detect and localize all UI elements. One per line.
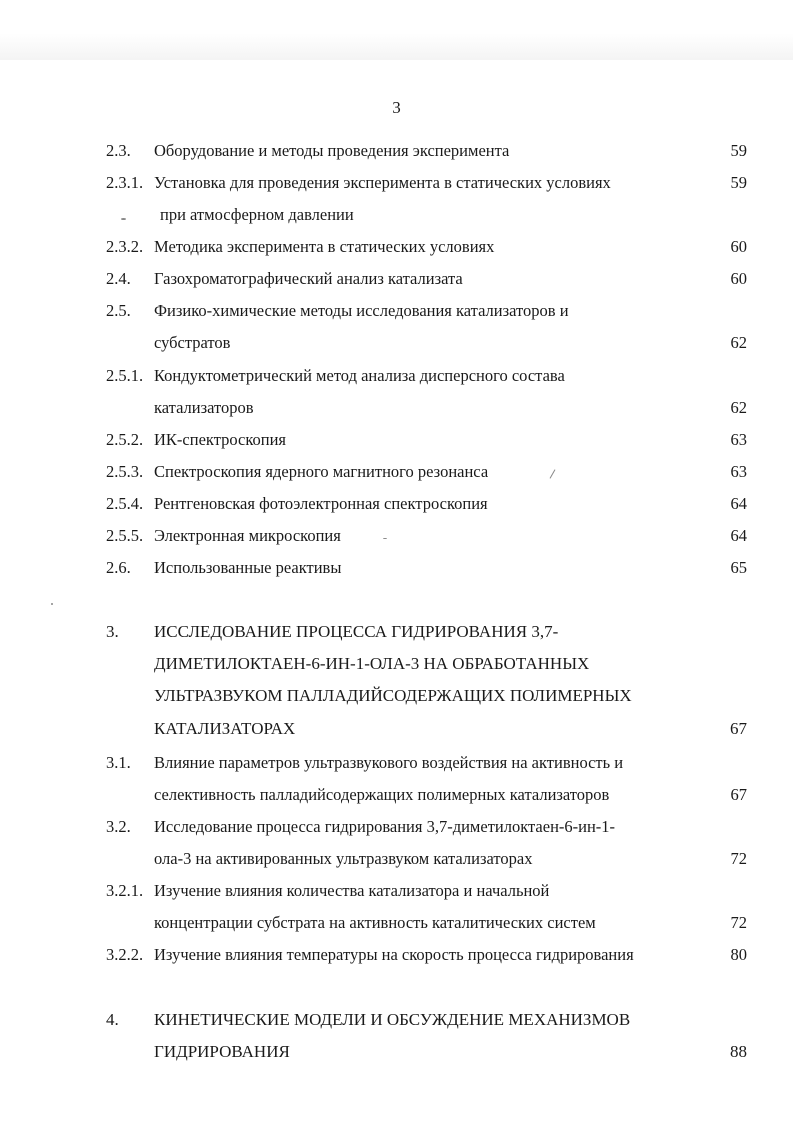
toc-entry-number: 2.5.1.	[106, 366, 144, 385]
toc-entry-title: Методика эксперимента в статических условиях	[154, 237, 495, 256]
toc-entry-page: 67	[730, 719, 747, 738]
toc-entry-number: 2.3.1.	[106, 173, 144, 192]
toc-line	[0, 1008, 793, 1032]
toc-entry-title: Использованные реактивы	[154, 558, 342, 577]
toc-entry-number: 2.5.	[106, 301, 131, 320]
toc-line	[0, 556, 793, 580]
toc-entry-title: ГИДРИРОВАНИЯ	[154, 1042, 290, 1061]
toc-entry-page: 65	[730, 558, 747, 577]
toc-line	[0, 267, 793, 291]
toc-line	[0, 911, 793, 935]
toc-entry-number: 2.4.	[106, 269, 131, 288]
toc-line	[0, 620, 793, 644]
toc-line	[0, 428, 793, 452]
toc-line	[0, 524, 793, 548]
toc-line	[0, 815, 793, 839]
toc-entry-number: 2.5.3.	[106, 462, 144, 481]
toc-entry-page: 60	[730, 237, 747, 256]
toc-entry-title: КАТАЛИЗАТОРАХ	[154, 719, 296, 738]
toc-entry-title: ДИМЕТИЛОКТАЕН-6-ИН-1-ОЛА-3 НА ОБРАБОТАННЫХ	[154, 654, 590, 673]
scan-speck	[383, 538, 387, 539]
toc-line	[0, 1040, 793, 1064]
toc-entry-title: Влияние параметров ультразвукового воздействия на активность и	[154, 753, 624, 772]
toc-entry-page: 80	[730, 945, 747, 964]
toc-entry-page: 59	[730, 141, 747, 160]
toc-line	[0, 652, 793, 676]
toc-entry-page: 62	[730, 333, 747, 352]
toc-entry-title: Рентгеновская фотоэлектронная спектроскопия	[154, 494, 488, 513]
toc-line	[0, 331, 793, 355]
toc-entry-title: ИК-спектроскопия	[154, 430, 287, 449]
toc-entry-number: 3.1.	[106, 753, 131, 772]
toc-line	[0, 684, 793, 708]
toc-entry-number: 2.5.4.	[106, 494, 144, 513]
toc-entry-title: Спектроскопия ядерного магнитного резонанса	[154, 462, 489, 481]
toc-entry-number: 3.2.	[106, 817, 131, 836]
toc-line	[0, 751, 793, 775]
toc-line	[0, 783, 793, 807]
toc-entry-title: субстратов	[154, 333, 231, 352]
toc-line	[0, 460, 793, 484]
toc-entry-title: Газохроматографический анализ катализата	[154, 269, 463, 288]
toc-entry-page: 63	[730, 462, 747, 481]
toc-entry-number: 2.3.	[106, 141, 131, 160]
toc-entry-page: 72	[730, 913, 747, 932]
toc-line	[0, 847, 793, 871]
toc-line	[0, 235, 793, 259]
toc-entry-title: при атмосферном давлении	[160, 205, 354, 224]
toc-entry-title: Оборудование и методы проведения эксперимента	[154, 141, 510, 160]
toc-line	[0, 139, 793, 163]
toc-line	[0, 492, 793, 516]
toc-line	[0, 171, 793, 195]
toc-line	[0, 299, 793, 323]
toc-entry-page: 63	[730, 430, 747, 449]
toc-entry-title: Изучение влияния количества катализатора и начальной	[154, 881, 550, 900]
toc-entry-title: Установка для проведения эксперимента в статических условиях	[154, 173, 611, 192]
toc-entry-page: 88	[730, 1042, 747, 1061]
toc-entry-title: Исследование процесса гидрирования 3,7-диметилоктаен-6-ин-1-	[154, 817, 616, 836]
toc-entry-page: 60	[730, 269, 747, 288]
toc-entry-page: 67	[730, 785, 747, 804]
toc-entry-number: 3.	[106, 622, 119, 641]
toc-entry-page: 64	[730, 494, 747, 513]
toc-entry-title: Физико-химические методы исследования катализаторов и	[154, 301, 569, 320]
toc-entry-number: 2.5.5.	[106, 526, 144, 545]
toc-line	[0, 879, 793, 903]
page-number: 3	[392, 98, 401, 117]
toc-entry-page: 62	[730, 398, 747, 417]
toc-entry-title: Кондуктометрический метод анализа дисперсного состава	[154, 366, 565, 385]
toc-entry-title: УЛЬТРАЗВУКОМ ПАЛЛАДИЙСОДЕРЖАЩИХ ПОЛИМЕРНЫХ	[154, 686, 632, 705]
toc-entry-number: 2.5.2.	[106, 430, 144, 449]
toc-entry-title: ИССЛЕДОВАНИЕ ПРОЦЕССА ГИДРИРОВАНИЯ 3,7-	[154, 622, 559, 641]
toc-entry-number: 3.2.1.	[106, 881, 144, 900]
toc-entry-page: 59	[730, 173, 747, 192]
toc-entry-title: КИНЕТИЧЕСКИЕ МОДЕЛИ И ОБСУЖДЕНИЕ МЕХАНИЗМОВ	[154, 1010, 631, 1029]
toc-entry-title: ола-3 на активированных ультразвуком катализаторах	[154, 849, 533, 868]
toc-entry-number: 2.3.2.	[106, 237, 144, 256]
toc-entry-number: 3.2.2.	[106, 945, 144, 964]
toc-entry-title: Электронная микроскопия	[154, 526, 341, 545]
scan-speck	[51, 603, 53, 605]
toc-entry-page: 72	[730, 849, 747, 868]
toc-entry-title: селективность палладийсодержащих полимерных катализаторов	[154, 785, 610, 804]
toc-entry-title: Изучение влияния температуры на скорость процесса гидрирования	[154, 945, 634, 964]
toc-line	[0, 717, 793, 741]
toc-entry-title: катализаторов	[154, 398, 254, 417]
toc-entry-number: 4.	[106, 1010, 119, 1029]
toc-line	[0, 396, 793, 420]
toc-line	[0, 364, 793, 388]
toc-entry-title: концентрации субстрата на активность каталитических систем	[154, 913, 596, 932]
toc-line	[0, 203, 793, 227]
toc-entry-page: 64	[730, 526, 747, 545]
toc-entry-number: 2.6.	[106, 558, 131, 577]
scan-speck	[121, 218, 126, 220]
toc-line	[0, 943, 793, 967]
